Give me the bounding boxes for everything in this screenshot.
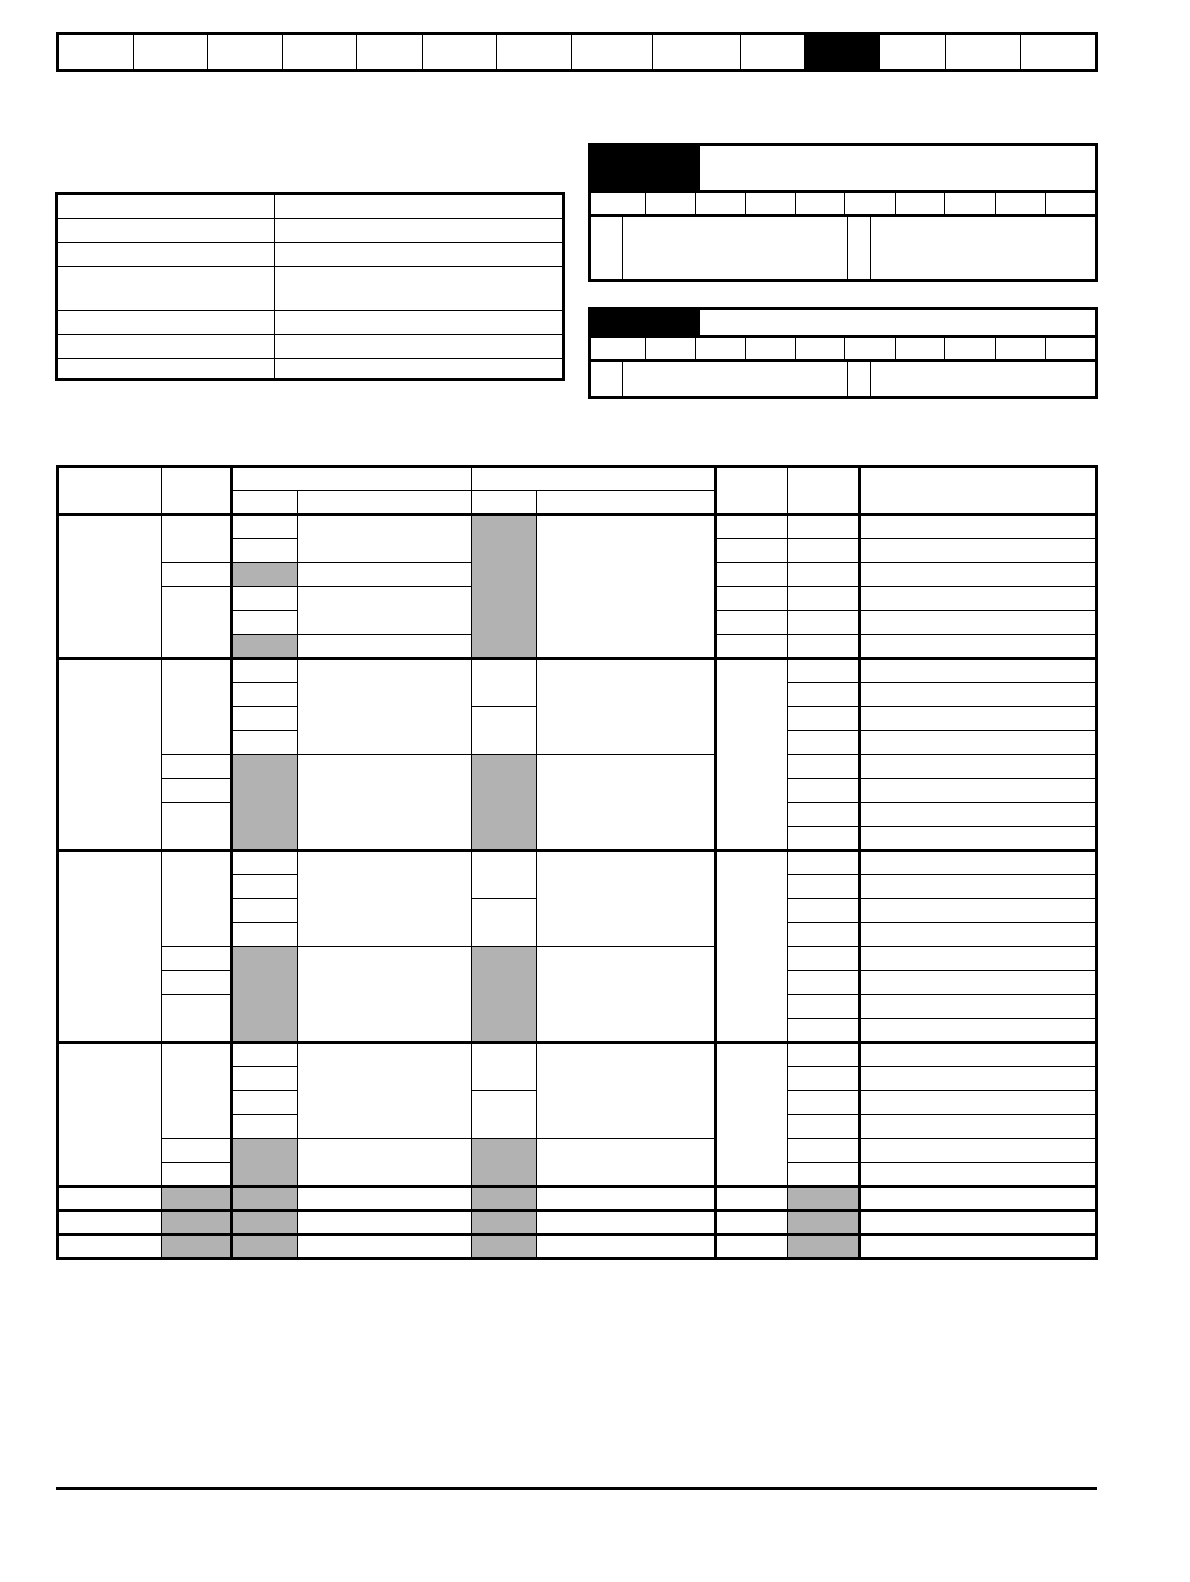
table-cell xyxy=(162,1235,232,1259)
table-cell xyxy=(472,1187,537,1211)
table-cell xyxy=(58,851,162,1043)
table-cell xyxy=(297,755,472,851)
table-cell xyxy=(715,515,787,539)
table-cell xyxy=(715,587,787,611)
table-row xyxy=(58,755,1097,779)
table-cell xyxy=(297,851,472,947)
table-cell xyxy=(472,1091,537,1139)
table-cell xyxy=(715,1211,787,1235)
table-cell xyxy=(715,659,787,851)
header-sub xyxy=(537,491,716,515)
table-cell xyxy=(232,923,297,947)
table-cell xyxy=(860,779,1097,803)
table-cell xyxy=(232,1115,297,1139)
table-cell xyxy=(788,1211,860,1235)
table-cell xyxy=(537,1235,716,1259)
table-cell xyxy=(860,947,1097,971)
table-cell xyxy=(788,923,860,947)
nav-tab[interactable] xyxy=(497,35,572,69)
table-cell xyxy=(715,563,787,587)
table-cell xyxy=(788,1235,860,1259)
table-cell xyxy=(715,539,787,563)
table-cell xyxy=(860,707,1097,731)
table-cell xyxy=(860,1139,1097,1163)
parameter-box-2-detail-right xyxy=(871,362,1095,396)
table-cell xyxy=(297,563,472,587)
table-cell xyxy=(232,851,297,875)
table-cell xyxy=(860,539,1097,563)
table-cell xyxy=(162,851,232,947)
header-group xyxy=(232,467,472,491)
table-cell xyxy=(232,1067,297,1091)
parameter-box-1-detail-right-marker xyxy=(848,217,871,279)
nav-tab[interactable] xyxy=(357,35,423,69)
bit-cell xyxy=(996,193,1046,214)
table-cell xyxy=(162,1211,232,1235)
spec-label xyxy=(58,219,275,242)
header-cell xyxy=(162,467,232,515)
table-cell xyxy=(537,1187,716,1211)
table-cell xyxy=(860,563,1097,587)
table-row xyxy=(58,1235,1097,1259)
table-cell xyxy=(232,1091,297,1115)
table-cell xyxy=(860,899,1097,923)
table-cell xyxy=(58,1235,162,1259)
table-cell xyxy=(162,563,232,587)
table-cell xyxy=(860,1235,1097,1259)
table-cell xyxy=(472,1235,537,1259)
table-cell xyxy=(788,611,860,635)
table-cell xyxy=(162,971,232,995)
parameter-box-1-detail-left xyxy=(623,217,848,279)
parameter-box-1-title xyxy=(700,146,1095,193)
spec-row xyxy=(58,359,562,378)
spec-label xyxy=(58,267,275,310)
table-cell xyxy=(715,635,787,659)
table-cell xyxy=(788,635,860,659)
table-cell xyxy=(788,971,860,995)
spec-row xyxy=(58,243,562,267)
bit-cell xyxy=(646,193,696,214)
table-cell xyxy=(232,755,297,851)
table-row xyxy=(58,1043,1097,1067)
spec-row xyxy=(58,311,562,335)
table-row xyxy=(58,947,1097,971)
table-cell xyxy=(162,587,232,659)
table-cell xyxy=(788,515,860,539)
footer-rule xyxy=(56,1487,1097,1490)
parameter-box-1-detail-left-marker xyxy=(591,217,623,279)
bit-cell xyxy=(646,338,696,359)
table-cell xyxy=(788,563,860,587)
header-sub xyxy=(472,491,537,515)
table-cell xyxy=(537,1139,716,1187)
table-cell xyxy=(58,1187,162,1211)
table-cell xyxy=(537,947,716,1043)
table-cell xyxy=(537,851,716,947)
bit-cell xyxy=(591,338,646,359)
table-cell xyxy=(788,851,860,875)
table-cell xyxy=(788,1043,860,1067)
table-cell xyxy=(232,1043,297,1067)
spec-value xyxy=(275,195,562,218)
table-cell xyxy=(297,587,472,635)
table-cell xyxy=(472,515,537,659)
nav-tab-bar xyxy=(56,32,1098,72)
bit-cell xyxy=(845,193,896,214)
spec-row xyxy=(58,267,562,311)
bit-cell xyxy=(591,193,646,214)
table-cell xyxy=(232,587,297,611)
table-cell xyxy=(232,731,297,755)
table-row xyxy=(58,851,1097,875)
table-cell xyxy=(162,755,232,779)
main-parameter-table xyxy=(56,465,1098,1260)
table-cell xyxy=(860,1187,1097,1211)
spec-table xyxy=(55,192,565,381)
table-cell xyxy=(788,1139,860,1163)
table-cell xyxy=(297,515,472,563)
bit-cell xyxy=(896,338,945,359)
header-cell xyxy=(860,467,1097,515)
nav-tab[interactable] xyxy=(572,35,653,69)
parameter-box-2-detail-right-marker xyxy=(848,362,871,396)
header-group xyxy=(472,467,716,491)
table-cell xyxy=(860,515,1097,539)
bit-cell xyxy=(696,338,746,359)
nav-tab[interactable] xyxy=(283,35,358,69)
bit-cell xyxy=(1046,193,1095,214)
table-cell xyxy=(788,803,860,827)
nav-tab[interactable] xyxy=(880,35,946,69)
parameter-box-2-bit-row xyxy=(591,338,1095,362)
header-sub xyxy=(232,491,297,515)
table-cell xyxy=(788,779,860,803)
table-cell xyxy=(860,659,1097,683)
table-cell xyxy=(788,1187,860,1211)
spec-label xyxy=(58,359,275,378)
table-cell xyxy=(537,659,716,755)
table-cell xyxy=(860,1163,1097,1187)
table-cell xyxy=(58,1043,162,1187)
table-cell xyxy=(162,659,232,755)
bit-cell xyxy=(945,193,996,214)
bit-cell xyxy=(996,338,1046,359)
table-cell xyxy=(162,1139,232,1163)
spec-row xyxy=(58,335,562,359)
table-cell xyxy=(232,899,297,923)
spec-value xyxy=(275,359,562,378)
table-cell xyxy=(232,683,297,707)
nav-tab[interactable] xyxy=(59,35,134,69)
table-cell xyxy=(232,611,297,635)
table-cell xyxy=(788,539,860,563)
bit-cell xyxy=(746,338,796,359)
spec-value xyxy=(275,243,562,266)
bit-cell xyxy=(896,193,945,214)
table-cell xyxy=(232,1187,297,1211)
bit-cell xyxy=(796,193,845,214)
bit-cell xyxy=(796,338,845,359)
table-cell xyxy=(297,947,472,1043)
table-cell xyxy=(788,875,860,899)
table-cell xyxy=(232,947,297,1043)
table-cell xyxy=(860,1019,1097,1043)
table-cell xyxy=(860,1043,1097,1067)
parameter-box-2 xyxy=(588,307,1098,399)
table-cell xyxy=(232,635,297,659)
parameter-box-2-detail-left-marker xyxy=(591,362,623,396)
table-cell xyxy=(162,1187,232,1211)
parameter-box-2-title xyxy=(700,310,1095,338)
table-cell xyxy=(472,659,537,707)
table-cell xyxy=(860,875,1097,899)
table-cell xyxy=(715,1043,787,1187)
table-cell xyxy=(472,1139,537,1187)
table-cell xyxy=(162,803,232,851)
spec-label xyxy=(58,195,275,218)
table-cell xyxy=(232,1235,297,1259)
table-cell xyxy=(860,683,1097,707)
table-cell xyxy=(537,515,716,659)
table-cell xyxy=(472,707,537,755)
spec-row xyxy=(58,195,562,219)
bit-cell xyxy=(945,338,996,359)
table-row xyxy=(58,1211,1097,1235)
parameter-box-1-bit-row xyxy=(591,193,1095,217)
table-cell xyxy=(715,611,787,635)
bit-cell xyxy=(696,193,746,214)
table-cell xyxy=(788,899,860,923)
spec-value xyxy=(275,219,562,242)
table-cell xyxy=(788,947,860,971)
table-cell xyxy=(788,659,860,683)
parameter-box-2-header xyxy=(591,310,700,338)
header-cell xyxy=(788,467,860,515)
table-cell xyxy=(162,779,232,803)
table-cell xyxy=(860,803,1097,827)
table-cell xyxy=(162,947,232,971)
table-cell xyxy=(232,659,297,683)
spec-value xyxy=(275,335,562,358)
table-cell xyxy=(472,851,537,899)
table-cell xyxy=(162,995,232,1043)
table-cell xyxy=(860,1091,1097,1115)
table-cell xyxy=(860,611,1097,635)
table-cell xyxy=(788,827,860,851)
table-cell xyxy=(58,1211,162,1235)
table-cell xyxy=(788,1115,860,1139)
table-cell xyxy=(715,851,787,1043)
table-cell xyxy=(860,755,1097,779)
table-cell xyxy=(537,1211,716,1235)
bit-cell xyxy=(845,338,896,359)
table-cell xyxy=(232,1139,297,1187)
table-cell xyxy=(297,1139,472,1187)
table-cell xyxy=(715,1187,787,1211)
spec-value xyxy=(275,267,562,310)
table-cell xyxy=(472,755,537,851)
table-cell xyxy=(297,1235,472,1259)
nav-tab[interactable] xyxy=(946,35,1021,69)
table-cell xyxy=(788,995,860,1019)
spec-label xyxy=(58,243,275,266)
table-cell xyxy=(472,1043,537,1091)
table-cell xyxy=(162,1163,232,1187)
table-cell xyxy=(162,1043,232,1139)
table-cell xyxy=(788,1163,860,1187)
parameter-box-1 xyxy=(588,143,1098,282)
spec-label xyxy=(58,335,275,358)
table-row xyxy=(58,659,1097,683)
parameter-box-2-detail-left xyxy=(623,362,848,396)
table-cell xyxy=(537,1043,716,1139)
spec-row xyxy=(58,219,562,243)
table-cell xyxy=(860,995,1097,1019)
header-cell xyxy=(58,467,162,515)
table-cell xyxy=(232,1211,297,1235)
bit-cell xyxy=(1046,338,1095,359)
table-row xyxy=(58,1139,1097,1163)
table-cell xyxy=(788,1091,860,1115)
table-cell xyxy=(860,851,1097,875)
table-cell xyxy=(297,1043,472,1139)
table-cell xyxy=(860,587,1097,611)
table-cell xyxy=(788,1067,860,1091)
nav-tab[interactable] xyxy=(423,35,498,69)
table-cell xyxy=(860,1067,1097,1091)
table-cell xyxy=(232,563,297,587)
table-cell xyxy=(232,515,297,539)
table-row xyxy=(58,515,1097,539)
table-cell xyxy=(472,899,537,947)
table-cell xyxy=(860,1115,1097,1139)
spec-value xyxy=(275,311,562,334)
table-cell xyxy=(297,1211,472,1235)
table-cell xyxy=(297,635,472,659)
table-cell xyxy=(788,683,860,707)
table-cell xyxy=(788,587,860,611)
table-cell xyxy=(788,1019,860,1043)
table-cell xyxy=(232,875,297,899)
parameter-box-1-header xyxy=(591,146,700,193)
table-row xyxy=(58,467,1097,491)
nav-tab[interactable] xyxy=(134,35,209,69)
table-cell xyxy=(860,923,1097,947)
nav-tab[interactable] xyxy=(1021,35,1095,69)
nav-tab[interactable] xyxy=(805,35,880,69)
table-row xyxy=(58,1187,1097,1211)
table-cell xyxy=(472,947,537,1043)
table-cell xyxy=(232,539,297,563)
header-sub xyxy=(297,491,472,515)
table-cell xyxy=(537,755,716,851)
table-cell xyxy=(860,635,1097,659)
table-cell xyxy=(297,1187,472,1211)
nav-tab[interactable] xyxy=(741,35,805,69)
table-cell xyxy=(472,1211,537,1235)
header-cell xyxy=(715,467,787,515)
parameter-box-1-detail-right xyxy=(871,217,1095,279)
table-cell xyxy=(788,707,860,731)
table-cell xyxy=(58,515,162,659)
table-cell xyxy=(860,1211,1097,1235)
spec-label xyxy=(58,311,275,334)
table-cell xyxy=(860,827,1097,851)
table-cell xyxy=(860,731,1097,755)
table-cell xyxy=(860,971,1097,995)
nav-tab[interactable] xyxy=(208,35,283,69)
table-cell xyxy=(162,515,232,563)
nav-tab[interactable] xyxy=(653,35,741,69)
table-cell xyxy=(715,1235,787,1259)
table-cell xyxy=(58,659,162,851)
table-cell xyxy=(788,731,860,755)
table-cell xyxy=(788,755,860,779)
table-cell xyxy=(232,707,297,731)
bit-cell xyxy=(746,193,796,214)
table-cell xyxy=(297,659,472,755)
